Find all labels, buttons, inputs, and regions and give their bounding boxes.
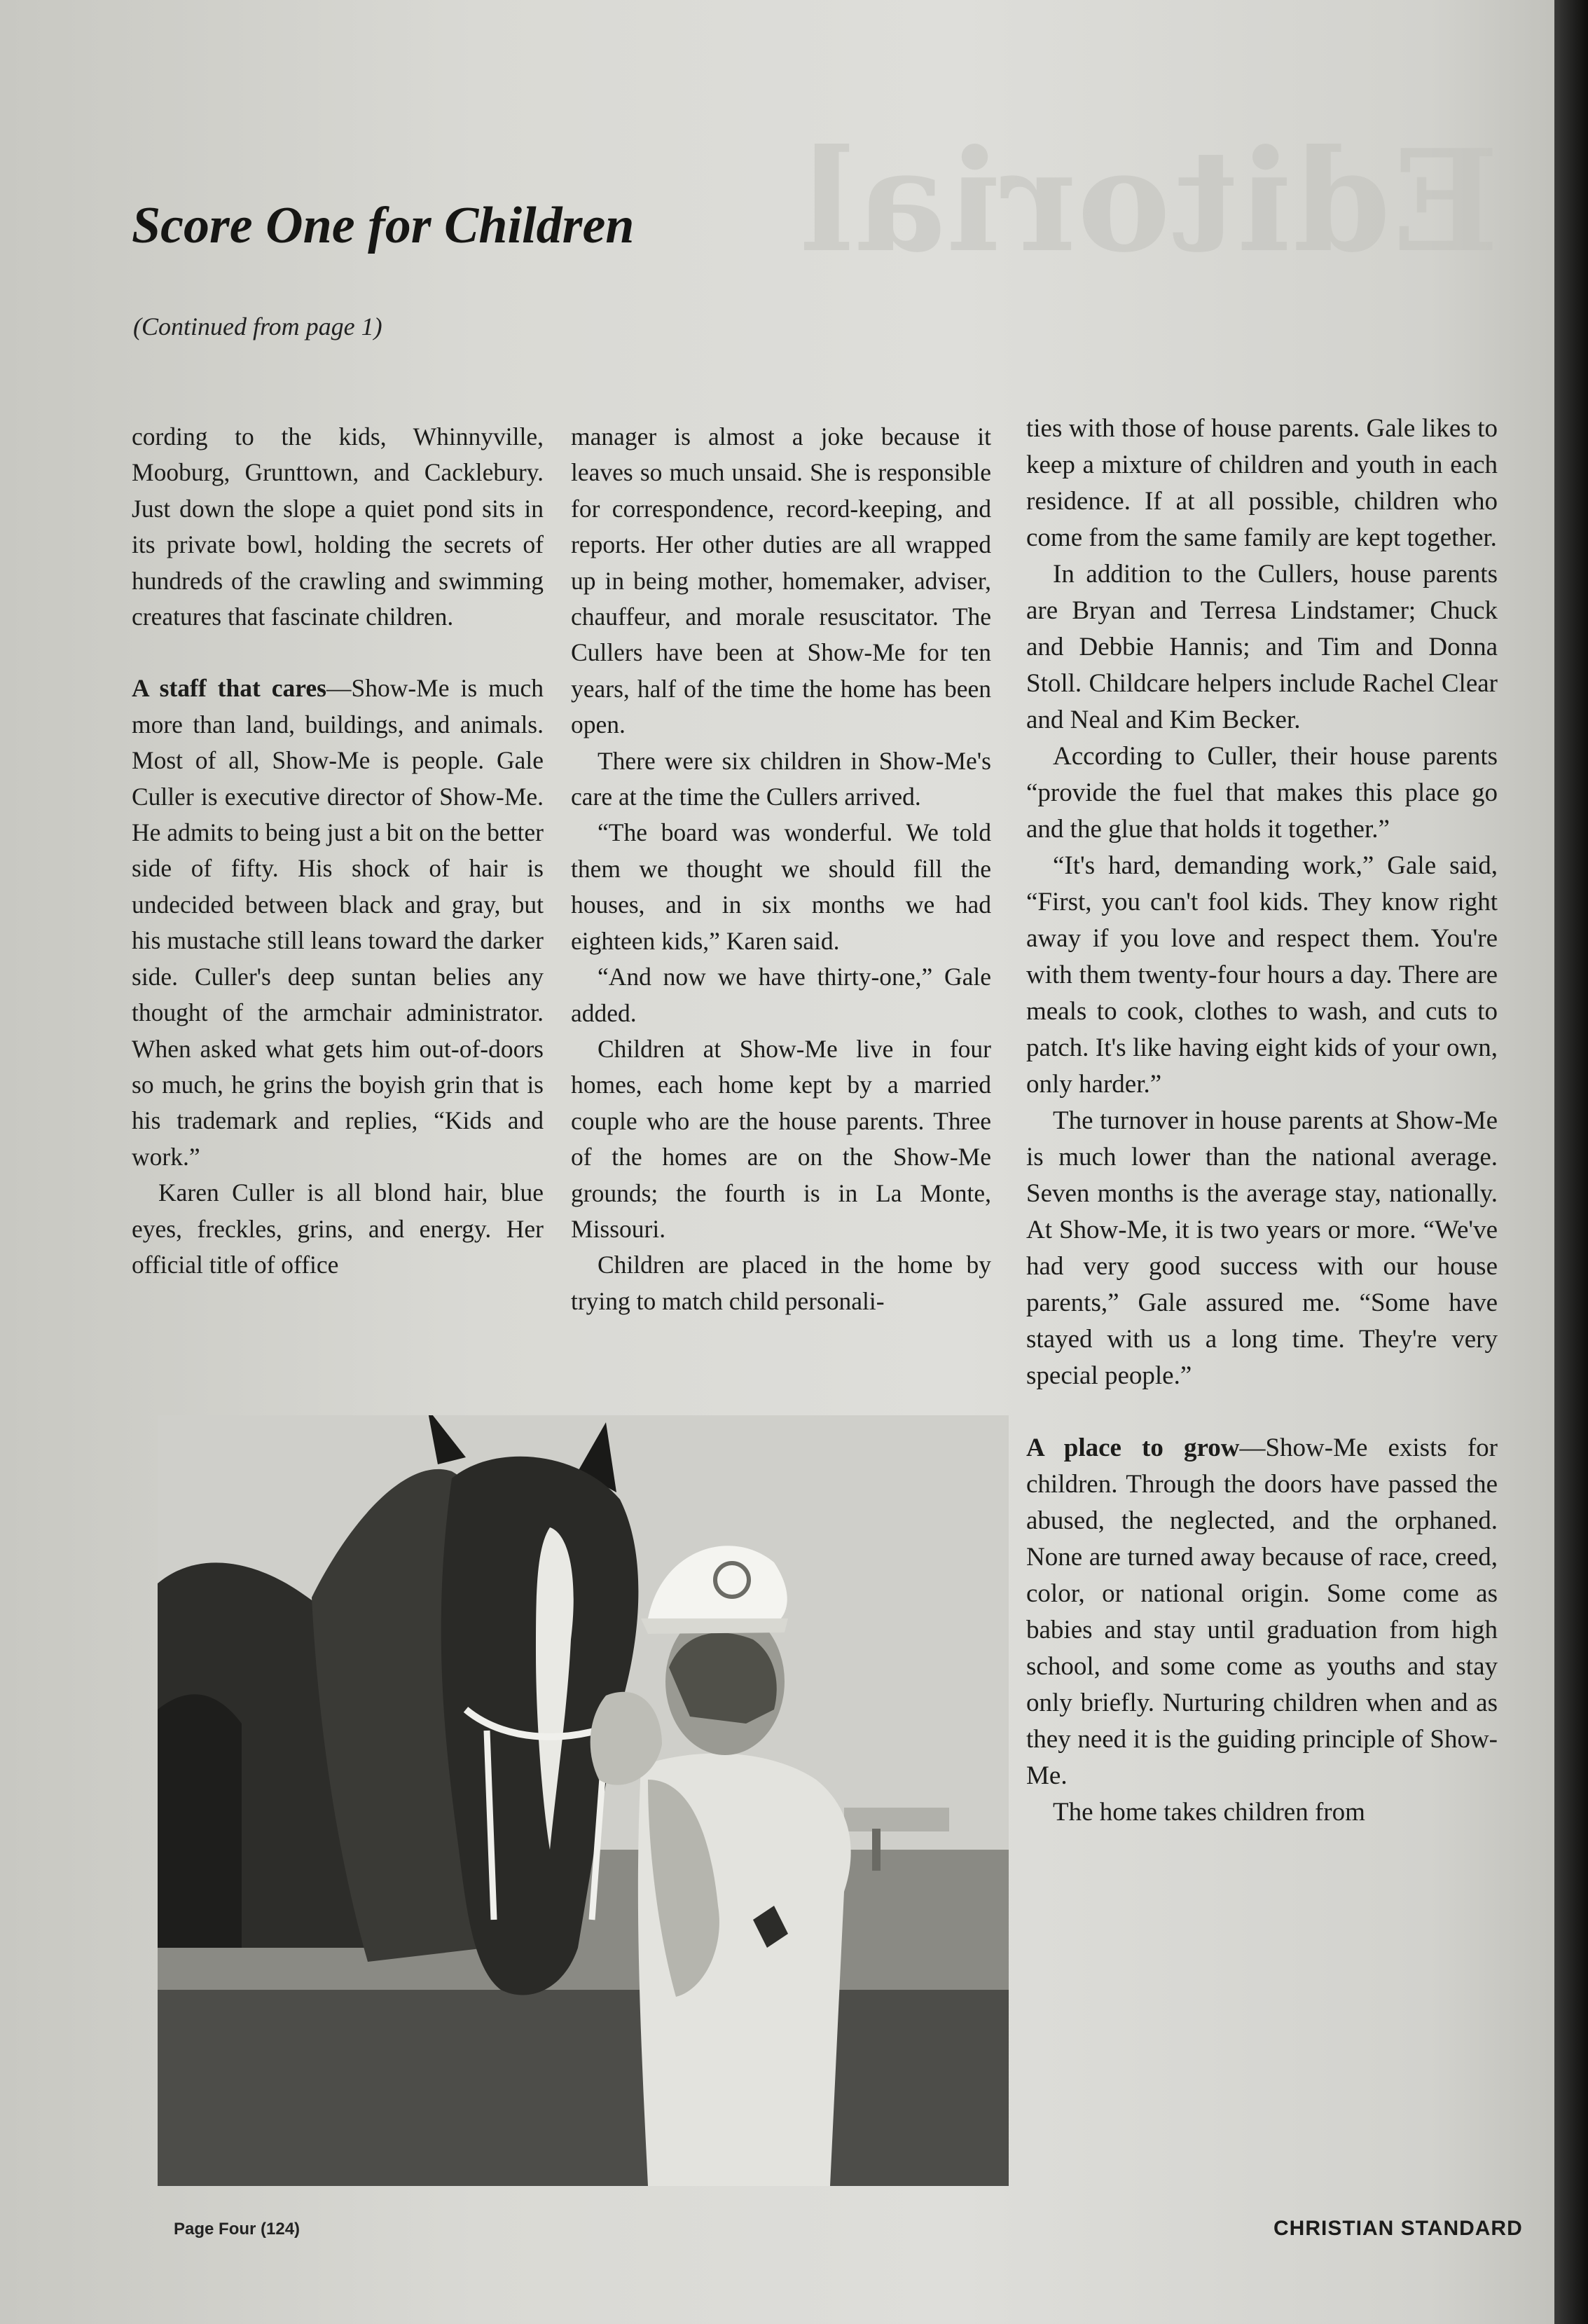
section-lead-staff: A staff that cares (132, 674, 326, 703)
paragraph: According to Culler, their house parents “provide the fuel that makes this place go and the glue that holds it together.” (1026, 742, 1498, 844)
paragraph: ties with those of house parents. Gale likes to keep a mixture of children and youth in each residence. If at all possible, children who come from the same family are kept together. (1026, 414, 1498, 552)
paragraph: “And now we have thirty-one,” Gale added. (571, 963, 991, 1027)
paragraph: In addition to the Cullers, house parents are Bryan and Terresa Lindstamer; Chuck and Debbie Hannis; and Tim and Donna Stoll. Childcare helpers include Rachel Clear and Neal and Kim Becker. (1026, 560, 1498, 734)
photo-illustration (158, 1415, 1009, 2186)
continued-note: (Continued from page 1) (133, 312, 382, 341)
paragraph: “It's hard, demanding work,” Gale said, “First, you can't fool kids. They know right away if you love and respect them. You're with them twenty-four hours a day. There are meals to cook, clothes to wash, and cuts to patch. It's like having eight kids of your own, only harder.” (1026, 851, 1498, 1099)
page-number: Page Four (124) (174, 2220, 301, 2239)
section-lead-grow: A place to grow (1026, 1433, 1240, 1462)
paragraph-body: —Show-Me is much more than land, buildings, and animals. Most of all, Show-Me is people. Gale Culler is executive director of Show-Me. He admits to being just a bit on the better side of fifty. His shock of hair is undecided between black and gray, but his mustache still leans toward the darker side. Culler's deep suntan belies any thought of the armchair administrator. When asked what gets him out-of-doors so much, he grins the boyish grin that is his trademark and replies, “Kids and work.” (132, 674, 544, 1171)
text-column-3 (1026, 411, 1498, 1831)
paragraph-staff (132, 671, 544, 1175)
text-column-2 (571, 419, 991, 1319)
paragraph: manager is almost a joke because it leaves so much unsaid. She is responsible for correspondence, record-keeping, and reports. Her other duties are all wrapped up in being mother, homemaker, adviser, chauffeur, and morale resuscitator. The Cullers have been at Show-Me for ten years, half of the time the home has been open. (571, 422, 991, 739)
horse-and-child-photo (158, 1415, 1009, 2186)
text-column-1 (132, 419, 544, 1283)
paragraph: Karen Culler is all blond hair, blue eyes, freckles, grins, and energy. Her official title of office (132, 1178, 544, 1279)
paragraph: cording to the kids, Whinnyville, Mooburg, Grunttown, and Cacklebury. Just down the slope a quiet pond sits in its private bowl, holding the secrets of hundreds of the crawling and swimming creatures that fascinate children. (132, 422, 544, 631)
paragraph-body: —Show-Me exists for children. Through the doors have passed the abused, the neglected, and the orphaned. None are turned away because of race, creed, color, or national origin. Some come as babies and stay until graduation from high school, and some come as youths and stay only briefly. Nurturing children when and as they need it is the guiding principle of Show-Me. (1026, 1433, 1498, 1790)
article-title: Score One for Children (132, 197, 635, 254)
publication-name: CHRISTIAN STANDARD (1273, 2217, 1523, 2240)
paragraph-grow (1026, 1430, 1498, 1794)
paragraph: “The board was wonderful. We told them we thought we should fill the houses, and in six months we had eighteen kids,” Karen said. (571, 818, 991, 955)
paragraph: The turnover in house parents at Show-Me is much lower than the national average. Seven months is the average stay, nationally. At Show-Me, it is two years or more. “We've had very good success with our house parents,” Gale assured me. “Some have stayed with us a long time. They're very special people.” (1026, 1106, 1498, 1390)
paragraph: There were six children in Show-Me's care at the time the Cullers arrived. (571, 746, 991, 811)
paragraph: Children are placed in the home by trying to match child personali- (571, 1251, 991, 1315)
show-through-heading: Editorial (799, 119, 1499, 284)
paragraph: The home takes children from (1053, 1798, 1365, 1827)
paragraph: Children at Show-Me live in four homes, each home kept by a married couple who are the house parents. Three of the homes are on the Show-Me grounds; the fourth is in La Monte, Missouri. (571, 1034, 991, 1243)
page-edge-shadow (1554, 0, 1588, 2324)
